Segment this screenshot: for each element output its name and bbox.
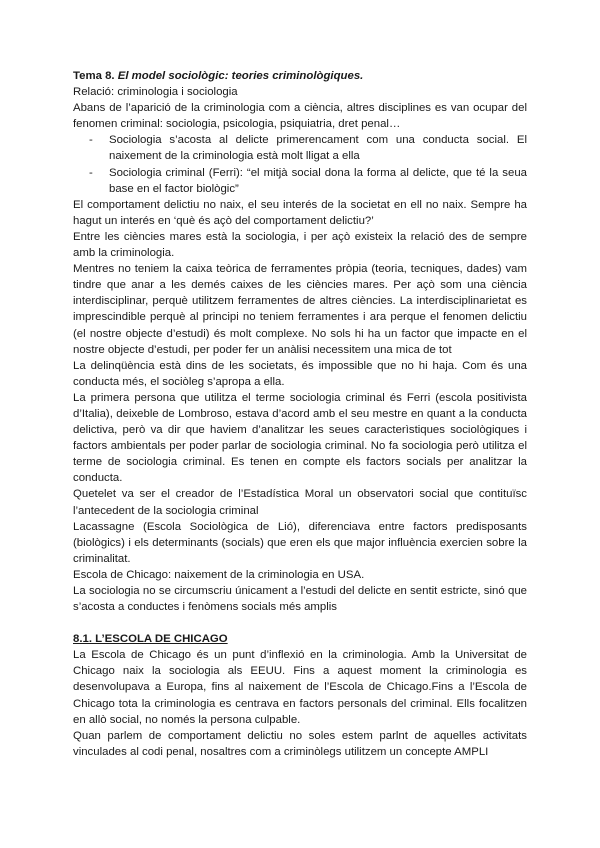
paragraph: Entre les ciències mares està la sociologia, i per açò existeix la relació des de sempre amb la criminologia. xyxy=(73,230,527,260)
dash-marker: - xyxy=(89,134,93,147)
list-item xyxy=(73,165,527,197)
section-paragraph: La Escola de Chicago és un punt d’inflexió en la criminologia. Amb la Universitat de Chicago naix la sociologia als EEUU. Fins a aquest moment la criminologia es desenvolupava a Europa, fins al naixement de l’Escola de Chicago.Fins a l’Escola de Chicago tota la criminologia es centrava en factors personals del criminal. Ells focalitzen en allò social, no només la persona culpable. xyxy=(73,649,527,726)
paragraph: Lacassagne (Escola Sociològica de Lió), diferenciava entre factors predisposants (biològics) i els determinants (socials) que eren els que major influència exercien sobre la criminalitat. xyxy=(73,520,527,565)
title-prefix: Tema 8. xyxy=(73,70,118,82)
paragraph: Quetelet va ser el creador de l’Estadística Moral un observatori social que contituïsc l’antecedent de la sociologia criminal xyxy=(73,488,527,517)
paragraph: La delinqüència està dins de les societats, és impossible que no hi haja. Com és una conducta més, el sociòleg s’apropa a ella. xyxy=(73,359,527,388)
bullet-list xyxy=(73,132,527,196)
title-italic: El model sociològic: teories criminològiques. xyxy=(117,70,364,82)
paragraph-relation: Relació: criminologia i sociologia xyxy=(73,86,238,99)
paragraph: La sociologia no se circumscriu únicament a l’estudi del delicte en sentit estricte, sinó que s’acosta a conductes i fenòmens socials més amplis xyxy=(73,585,527,614)
paragraph: Mentres no teniem la caixa teòrica de ferramentes pròpia (teoria, tecniques, dades) vam tindre que anar a les demés caixes de les ciències mares. Per açò som una ciència interdisciplinar, perquè utilitzem ferramentes de altres ciències. La interdisciplinarietat es imprescindible perquè al principi no teniem ferramentes i ara perque el fenomen delictiu (el nostre objecte d’estudi) és molt complexe. No sols hi ha un factor que impacte en el nostre objecte d’estudi, per poder fer un anàlisi necessitem una mica de tot xyxy=(73,263,527,356)
paragraph: Escola de Chicago: naixement de la criminologia en USA. xyxy=(73,568,365,581)
dash-marker: - xyxy=(89,166,93,179)
spacer xyxy=(73,615,527,631)
section-paragraph: Quan parlem de comportament delictiu no soles estem parlnt de aquelles activitats vinculades al codi penal, nosaltres com a criminòlegs utilitzem un concepte AMPLI xyxy=(73,729,527,758)
list-item xyxy=(73,132,527,164)
section-title: 8.1. L’ESCOLA DE CHICAGO xyxy=(73,633,228,646)
paragraph: La primera persona que utilitza el terme sociologia criminal és Ferri (escola positivista d’Italia), deixeble de Lombroso, estava d’acord amb el seu mestre en quant a la conducta delictiva, però va dir que haviem d’analitzar les seues caracterìstiques sociològiques i factors ambientals per poder parlar de sociologia criminal. No fa sociologia però utilitza el terme de sociologia criminal. Es tenen en compte els factors socials per analitzar la conducta. xyxy=(73,391,527,485)
list-item-text: Sociologia criminal (Ferri): “el mitjà social dona la forma al delicte, que té la seua base en el factor biològic” xyxy=(109,166,527,195)
paragraph: El comportament delictiu no naix, el seu interés de la societat en ell no naix. Sempre ha hagut un interés en ‘què és açò del comportament delictiu?’ xyxy=(73,198,527,227)
page-title xyxy=(73,68,527,84)
list-item-text: Sociologia s’acosta al delicte primerencament com una conducta social. El naixement de la criminologia està molt lligat a ella xyxy=(109,134,527,163)
paragraph-before-criminology: Abans de l’aparició de la criminologia com a ciència, altres disciplines es van ocupar del fenomen criminal: sociologia, psicologia, psiquiatria, dret penal… xyxy=(73,102,527,131)
